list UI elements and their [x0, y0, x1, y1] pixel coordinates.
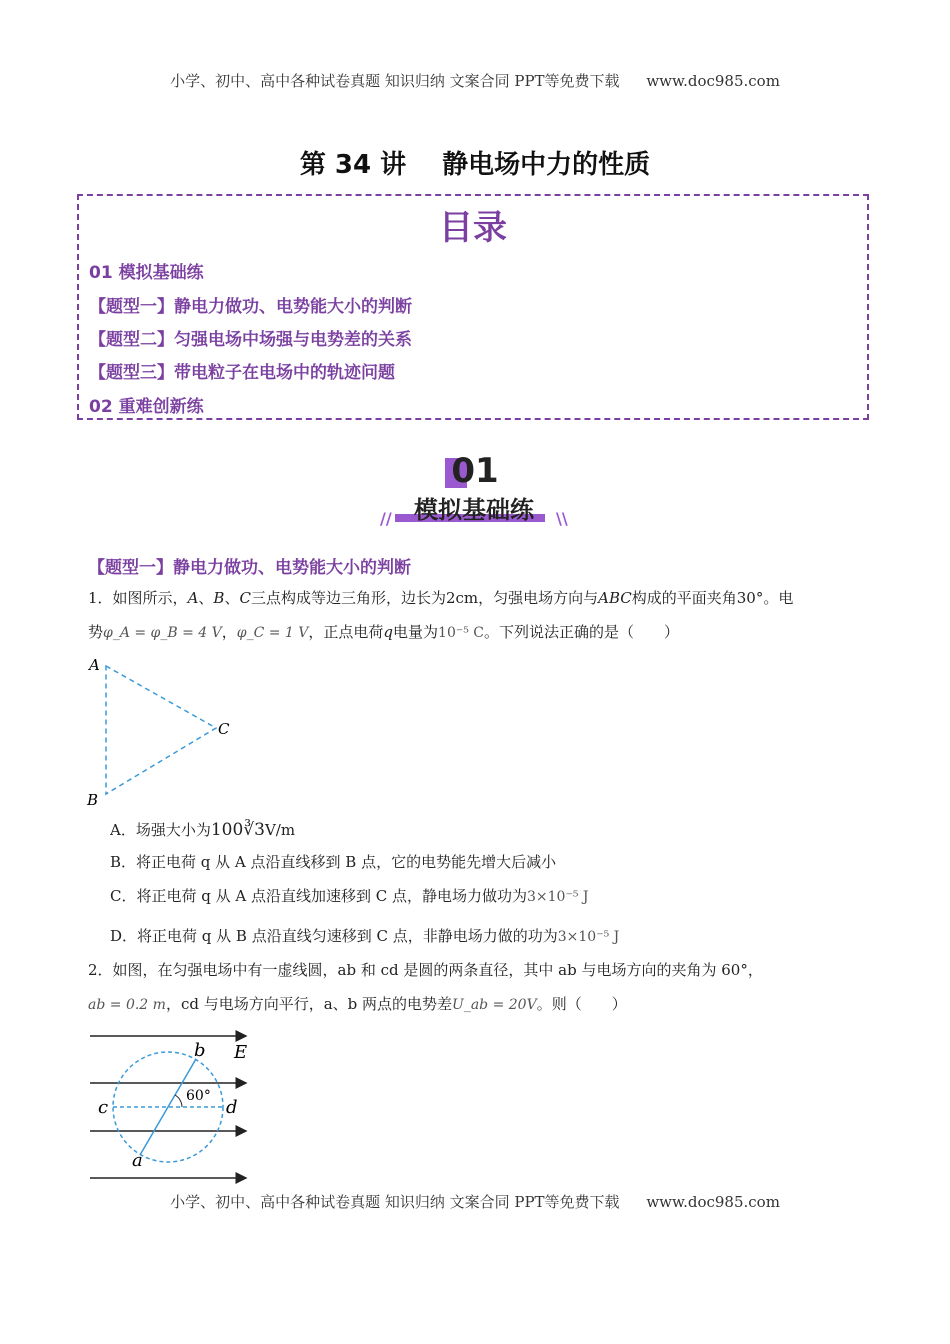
q1-triangle-figure: [82, 652, 242, 812]
section-heading: 【题型一】静电力做功、电势能大小的判断: [88, 558, 411, 578]
header-site[interactable]: www.doc985.com: [646, 72, 780, 90]
lecture-topic: 静电场中力的性质: [442, 150, 651, 180]
q2-line1: 2．如图，在匀强电场中有一虚线圆，ab 和 cd 是圆的两条直径，其中 ab 与电场方向的夹角为 60°，: [88, 961, 763, 979]
banner-number: 01: [451, 451, 499, 491]
q1-option-d[interactable]: D．将正电荷 q 从 B 点沿直线匀速移到 C 点，非静电场力做的功为3×10⁻⁵ J: [110, 927, 620, 945]
q1-option-a[interactable]: A．场强大小为100∛3V/m: [110, 820, 296, 840]
q2-line2: ab = 0.2 m，cd 与电场方向平行，a、b 两点的电势差U_ab = 20V。则（ ）: [88, 995, 627, 1013]
q2-field-figure: [86, 1028, 266, 1188]
page-footer: [0, 1191, 950, 1212]
toc-item[interactable]: 02 重难创新练: [89, 397, 204, 417]
angle-arc: [175, 1095, 182, 1107]
page-header: [0, 70, 950, 91]
toc-heading: 目录: [439, 208, 507, 248]
toc-item[interactable]: 【题型一】静电力做功、电势能大小的判断: [89, 297, 412, 317]
banner-slash-right: \\: [556, 509, 568, 528]
toc-item[interactable]: 【题型二】匀强电场中场强与电势差的关系: [89, 330, 412, 350]
charge-formula: 10⁻⁵ C: [438, 625, 485, 641]
page-title: [0, 144, 950, 181]
triangle-abc: [106, 666, 216, 794]
label-a: a: [132, 1150, 143, 1171]
ab-formula: ab = 0.2 m: [88, 997, 166, 1013]
banner-label: 模拟基础练: [414, 496, 534, 524]
label-c: c: [98, 1097, 109, 1118]
q1-option-c[interactable]: C．将正电荷 q 从 A 点沿直线加速移到 C 点，静电场力做功为3×10⁻⁵ J: [110, 887, 589, 905]
q1-line1: 1．如图所示，A、B、C三点构成等边三角形，边长为2cm，匀强电场方向与ABC构成的平面夹角30°。电: [88, 589, 794, 607]
table-of-contents: [77, 194, 869, 420]
toc-item[interactable]: 【题型三】带电粒子在电场中的轨迹问题: [89, 363, 395, 383]
uab-formula: U_ab = 20V: [452, 997, 537, 1013]
q1-option-b[interactable]: B．将正电荷 q 从 A 点沿直线移到 B 点，它的电势能先增大后减小: [110, 853, 557, 871]
label-d: d: [226, 1097, 238, 1118]
phi-c-formula: φ_C = 1 V: [236, 625, 309, 641]
q1-line2: 势φ_A = φ_B = 4 V，φ_C = 1 V，正点电荷q电量为10⁻⁵ C。下列说法正确的是（ ）: [88, 623, 680, 641]
header-text: 小学、初中、高中各种试卷真题 知识归纳 文案合同 PPT等免费下载: [170, 72, 620, 90]
lecture-number: 第 34 讲: [299, 150, 407, 180]
angle-label: 60°: [186, 1088, 211, 1104]
banner-slash-left: //: [380, 509, 392, 528]
label-c: C: [218, 720, 230, 738]
section-banner: [370, 448, 580, 528]
footer-site[interactable]: www.doc985.com: [646, 1193, 780, 1211]
toc-item[interactable]: 01 模拟基础练: [89, 263, 204, 283]
label-e: E: [234, 1042, 248, 1063]
footer-text: 小学、初中、高中各种试卷真题 知识归纳 文案合同 PPT等免费下载: [170, 1193, 620, 1211]
phi-ab-formula: φ_A = φ_B = 4 V: [103, 625, 222, 641]
label-b: B: [87, 791, 99, 809]
label-b: b: [194, 1040, 206, 1061]
label-a: A: [89, 656, 100, 674]
